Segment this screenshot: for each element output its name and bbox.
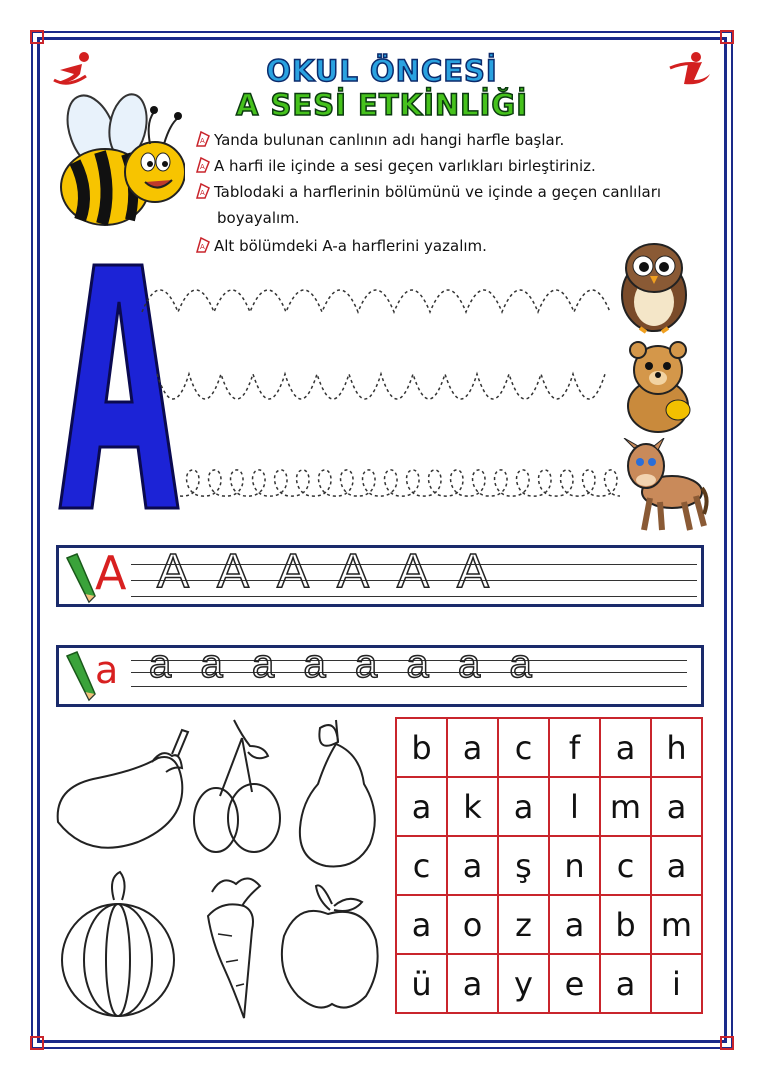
grid-cell[interactable]: a bbox=[651, 777, 702, 836]
grid-cell[interactable]: c bbox=[600, 836, 651, 895]
lowercase-writing-box[interactable] bbox=[56, 642, 704, 707]
trace-letter-lowercase[interactable]: a bbox=[406, 642, 429, 686]
instruction-line bbox=[195, 130, 564, 150]
pear-drawing[interactable] bbox=[290, 714, 390, 874]
grid-cell[interactable]: y bbox=[498, 954, 549, 1013]
trace-letter-uppercase[interactable]: A bbox=[457, 545, 490, 598]
instruction-line bbox=[195, 156, 596, 176]
grid-cell[interactable]: i bbox=[651, 954, 702, 1013]
grid-cell[interactable]: o bbox=[447, 895, 498, 954]
pencil-bullet-icon bbox=[195, 156, 211, 174]
instruction-text: A harfi ile içinde a sesi geçen varlıkları birleştiriniz. bbox=[214, 157, 596, 175]
trace-letter-uppercase[interactable]: A bbox=[217, 545, 250, 598]
grid-cell[interactable]: a bbox=[651, 836, 702, 895]
grid-cell[interactable]: f bbox=[549, 718, 600, 777]
tracing-row-waves[interactable] bbox=[155, 368, 620, 408]
bear-illustration bbox=[618, 340, 696, 435]
grid-row bbox=[396, 718, 702, 777]
page-title: OKUL ÖNCESİ bbox=[266, 54, 498, 88]
trace-letter-uppercase[interactable]: A bbox=[157, 545, 190, 598]
grid-cell[interactable]: a bbox=[447, 836, 498, 895]
grid-cell[interactable]: e bbox=[549, 954, 600, 1013]
grid-cell[interactable]: h bbox=[651, 718, 702, 777]
svg-text:A: A bbox=[200, 189, 205, 197]
instruction-text: boyayalım. bbox=[217, 209, 300, 227]
uppercase-writing-box[interactable] bbox=[56, 545, 704, 607]
instruction-text: Tablodaki a harflerinin bölümünü ve içinde a geçen canlıları bbox=[214, 183, 662, 201]
svg-text:A: A bbox=[200, 137, 205, 145]
grid-cell[interactable]: k bbox=[447, 777, 498, 836]
grid-cell[interactable]: a bbox=[396, 777, 447, 836]
trace-letter-lowercase[interactable]: a bbox=[355, 642, 378, 686]
grid-cell[interactable]: ü bbox=[396, 954, 447, 1013]
bee-illustration bbox=[50, 92, 185, 232]
trace-letter-lowercase[interactable]: a bbox=[200, 642, 223, 686]
grid-cell[interactable]: a bbox=[447, 954, 498, 1013]
grid-cell[interactable]: b bbox=[396, 718, 447, 777]
corner-ornament bbox=[30, 30, 44, 44]
grid-cell[interactable]: a bbox=[447, 718, 498, 777]
carrot-drawing[interactable] bbox=[192, 872, 282, 1022]
guide-letter-lowercase: a bbox=[95, 648, 119, 692]
apple-drawing[interactable] bbox=[278, 880, 382, 1020]
svg-text:A: A bbox=[200, 163, 205, 171]
corner-ornament bbox=[720, 30, 734, 44]
trace-letter-lowercase[interactable]: a bbox=[252, 642, 275, 686]
pencil-icon bbox=[63, 650, 99, 702]
instruction-line bbox=[217, 208, 300, 228]
grid-row bbox=[396, 954, 702, 1013]
trace-letter-lowercase[interactable]: a bbox=[458, 642, 481, 686]
svg-text:A: A bbox=[200, 243, 205, 251]
grid-cell[interactable]: a bbox=[600, 718, 651, 777]
grid-cell[interactable]: a bbox=[549, 895, 600, 954]
grid-row bbox=[396, 777, 702, 836]
grid-cell[interactable]: m bbox=[651, 895, 702, 954]
pumpkin-drawing[interactable] bbox=[58, 868, 180, 1020]
trace-letter-lowercase[interactable]: a bbox=[149, 642, 172, 686]
eggplant-drawing[interactable] bbox=[48, 722, 190, 862]
trace-letter-uppercase[interactable]: A bbox=[397, 545, 430, 598]
pencil-bullet-icon bbox=[195, 130, 211, 148]
donkey-illustration bbox=[620, 438, 712, 534]
instruction-line bbox=[195, 236, 487, 256]
corner-ornament bbox=[30, 1036, 44, 1050]
instruction-line bbox=[195, 182, 661, 202]
grid-cell[interactable]: c bbox=[396, 836, 447, 895]
grid-row bbox=[396, 836, 702, 895]
grid-cell[interactable]: ş bbox=[498, 836, 549, 895]
trace-letter-lowercase[interactable]: a bbox=[509, 642, 532, 686]
trace-letter-uppercase[interactable]: A bbox=[277, 545, 310, 598]
pencil-bullet-icon bbox=[195, 182, 211, 200]
grid-cell[interactable]: z bbox=[498, 895, 549, 954]
guide-letter-uppercase: A bbox=[95, 546, 127, 600]
cherries-drawing[interactable] bbox=[190, 716, 290, 856]
grid-cell[interactable]: b bbox=[600, 895, 651, 954]
grid-cell[interactable]: a bbox=[498, 777, 549, 836]
tracing-row-arches[interactable] bbox=[140, 278, 620, 318]
grid-cell[interactable]: c bbox=[498, 718, 549, 777]
grid-cell[interactable]: n bbox=[549, 836, 600, 895]
page-subtitle: A SESİ ETKİNLİĞİ bbox=[236, 88, 528, 122]
pencil-icon bbox=[63, 552, 99, 604]
grid-cell[interactable]: l bbox=[549, 777, 600, 836]
instruction-text: Yanda bulunan canlının adı hangi harfle başlar. bbox=[214, 131, 565, 149]
grid-cell[interactable]: m bbox=[600, 777, 651, 836]
corner-ornament bbox=[720, 1036, 734, 1050]
tracing-row-loops[interactable] bbox=[178, 466, 628, 506]
grid-row bbox=[396, 895, 702, 954]
letter-grid bbox=[395, 717, 703, 1014]
instruction-text: Alt bölümdeki A-a harflerini yazalım. bbox=[214, 237, 487, 255]
grid-cell[interactable]: a bbox=[396, 895, 447, 954]
trace-letter-lowercase[interactable]: a bbox=[303, 642, 326, 686]
trace-letter-uppercase[interactable]: A bbox=[337, 545, 370, 598]
owl-illustration bbox=[616, 240, 692, 335]
pencil-bullet-icon bbox=[195, 236, 211, 254]
grid-cell[interactable]: a bbox=[600, 954, 651, 1013]
